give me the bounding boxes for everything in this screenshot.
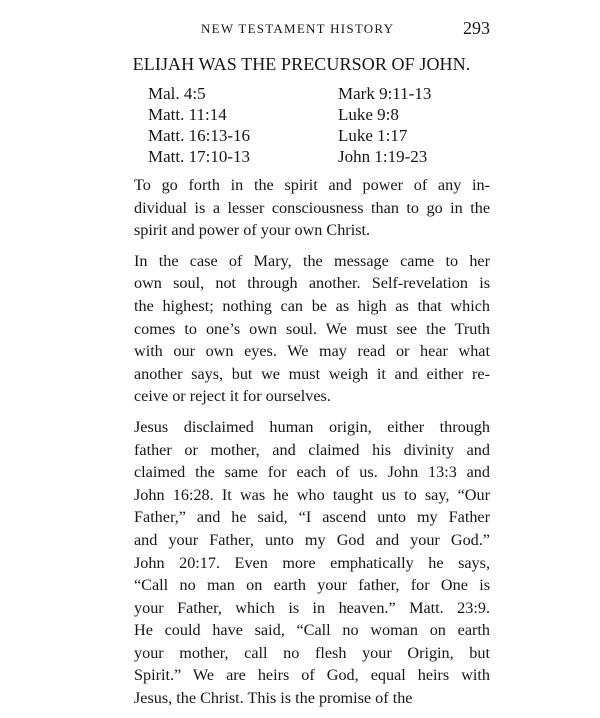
reference-right: John 1:19-23 [338,147,428,166]
text-line: and your Father, unto my God and your God.” [134,530,490,549]
reference-right: Mark 9:11-13 [338,84,432,103]
text-line: with our own eyes. We may read or hear what [134,342,490,361]
text-line: the highest; nothing can be as high as that which [134,296,490,315]
text-line: claimed the same for each of us. John 13:3 and [134,463,490,482]
text-line: He could have said, “Call no woman on earth [134,621,490,640]
running-head [113,18,490,42]
paragraph [113,416,490,710]
text-line: own soul, not through another. Self-revelation is [134,274,490,293]
text-line: comes to one’s own soul. We must see the Truth [134,319,490,338]
text-line: another says, but we must weigh it and either re- [134,364,490,383]
text-line: spirit and power of your own Christ. [134,221,371,240]
text-line: Spirit.” We are heirs of God, equal heirs with [134,666,490,685]
text-line: ceive or reject it for ourselves. [134,387,331,406]
body-text [113,174,490,718]
reference-row [148,104,468,125]
text-line: Jesus disclaimed human origin, either through [134,417,490,436]
reference-left: Matt. 16:13-16 [148,126,250,145]
reference-left: Mal. 4:5 [148,84,206,103]
text-line: “Call no man on earth your father, for One is [134,576,490,595]
text-line: dividual is a lesser consciousness than to go in the [134,198,490,217]
text-line: Jesus, the Christ. This is the promise of the [134,689,413,708]
text-line: To go forth in the spirit and power of any in- [134,176,490,194]
text-line: father or mother, and claimed his divinity and [134,440,490,459]
reference-left: Matt. 11:14 [148,105,227,124]
reference-left: Matt. 17:10-13 [148,147,250,166]
paragraph [113,250,490,408]
reference-list [148,83,468,167]
page-number: 293 [463,18,490,38]
reference-row [148,125,468,146]
reference-right: Luke 1:17 [338,126,408,145]
text-line: John 16:28. It was he who taught us to say, “Our [134,485,490,504]
reference-row [148,146,468,167]
text-line: In the case of Mary, the message came to her [134,251,490,270]
text-line: John 20:17. Even more emphatically he says, [134,553,490,572]
running-title: NEW TESTAMENT HISTORY [201,21,395,36]
section-title: ELIJAH WAS THE PRECURSOR OF JOHN. [132,54,471,74]
reference-right: Luke 9:8 [338,105,399,124]
text-line: your mother, call no flesh your Origin, but [134,643,490,662]
paragraph [113,174,490,242]
reference-row [148,83,468,104]
text-line: your Father, which is in heaven.” Matt. 23:9. [134,598,490,617]
text-line: Father,” and he said, “I ascend unto my Father [134,508,490,527]
